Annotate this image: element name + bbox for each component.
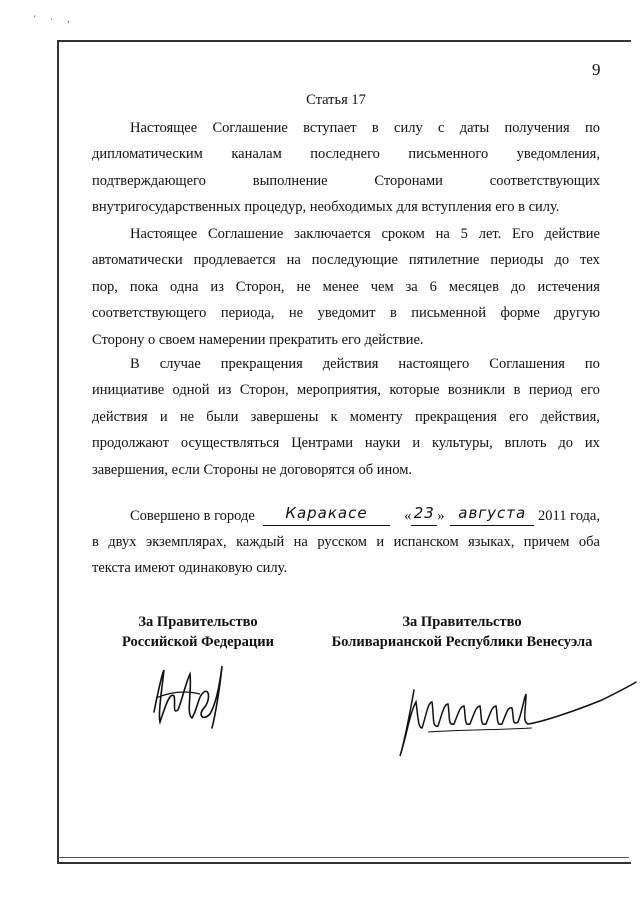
word: другую [554, 305, 600, 322]
word: двух [108, 534, 137, 550]
word: на [293, 534, 308, 550]
paragraph-line [92, 529, 600, 555]
signatory-right-line2: Боливарианской Республики Венесуэла [331, 634, 593, 650]
word: периоды [490, 252, 544, 269]
paragraph-line: текста имеют одинаковую силу. [92, 560, 288, 577]
word: даты [459, 120, 490, 136]
word: настоящего [398, 356, 470, 372]
signing-continuation [92, 529, 600, 582]
word: языках, [468, 534, 515, 550]
word: культуры, [431, 435, 493, 452]
word: не [179, 408, 195, 425]
paragraph-line [92, 351, 600, 377]
word: последующие [311, 252, 398, 269]
word: с [437, 120, 445, 136]
word: к [330, 408, 338, 425]
word: оба [578, 534, 600, 550]
handwritten-month: августа [458, 504, 527, 522]
word: из [217, 382, 232, 399]
word: Настоящее [130, 226, 198, 242]
word: были [206, 408, 239, 425]
word: его [509, 408, 529, 425]
word: в [389, 305, 397, 322]
handwritten-city: Каракасе [285, 504, 368, 522]
paragraph-line [92, 300, 600, 326]
word: 6 [429, 278, 437, 295]
word: до [558, 435, 574, 452]
word: в [371, 120, 379, 136]
word: которые [389, 382, 440, 399]
paragraph-line [92, 168, 600, 194]
word: русском [317, 534, 367, 550]
signatory-right [312, 612, 612, 652]
paragraph-line [92, 377, 600, 403]
word: уведомления, [516, 146, 600, 163]
word: в [92, 534, 99, 550]
word: подтверждающего [92, 172, 206, 189]
word: автоматически [92, 252, 183, 269]
signature-left [140, 652, 230, 742]
word: вплоть [504, 435, 547, 452]
signatory-left [98, 612, 298, 652]
scan-specks: ' · , [34, 14, 76, 24]
word: Сторонами [374, 172, 443, 189]
signatory-left-line2: Российской Федерации [121, 634, 274, 650]
word: сроком [381, 226, 425, 242]
word: прекращения [414, 408, 497, 425]
word: заключается [294, 226, 371, 242]
signature-right [392, 672, 640, 768]
word: действия [92, 408, 148, 425]
month-field [450, 506, 534, 526]
word: Соглашение [212, 120, 288, 136]
word: до [510, 278, 526, 295]
paragraph-1 [92, 115, 600, 221]
word: одна [170, 278, 199, 295]
paragraph-line: внутригосударственных процедур, необходимых для вступления его в силу. [92, 199, 560, 216]
word: каналам [231, 146, 282, 163]
paragraph-line [92, 404, 600, 430]
word: вступает [303, 120, 357, 136]
word: период [528, 382, 573, 399]
handwritten-day: 23 [413, 504, 435, 522]
paragraph-line [92, 115, 600, 141]
word: соответствующих [489, 172, 600, 189]
paragraph-line: Сторону о своем намерении прекратить его действие. [92, 331, 424, 348]
day-field [411, 506, 437, 526]
page-border-bottom-rule [58, 857, 629, 858]
word: Соглашение [207, 226, 284, 242]
quote-open: « [404, 508, 412, 524]
word: из [210, 278, 224, 295]
word: пятилетние [408, 252, 480, 269]
word: причем [523, 534, 570, 550]
word: дипломатическим [92, 146, 203, 163]
word: не [296, 278, 311, 295]
word: последнего [310, 146, 380, 163]
signatory-left-line1: За Правительство [138, 614, 258, 630]
quote-close: » [437, 508, 445, 524]
word: Центрами [291, 435, 354, 452]
word: на [435, 226, 450, 242]
city-field [263, 506, 390, 526]
paragraph-3 [92, 351, 600, 483]
word: чем [370, 278, 394, 295]
word: тех [580, 252, 600, 269]
word: действия [322, 356, 379, 372]
word: и [159, 408, 168, 425]
word: продлевается [193, 252, 276, 269]
page-number: 9 [592, 60, 601, 79]
article-title: Статья 17 [306, 92, 366, 108]
word: в [513, 382, 521, 399]
signing-prefix: Совершено в городе [130, 508, 255, 524]
paragraph-line [92, 274, 600, 300]
word: Сторон, [235, 278, 285, 295]
word: по [584, 120, 600, 136]
word: получения [504, 120, 570, 136]
word: менее [322, 278, 359, 295]
word: науки [364, 435, 401, 452]
word: до [554, 252, 570, 269]
word: Настоящее [130, 120, 198, 136]
year-text: 2011 года, [538, 508, 600, 524]
word: возникли [447, 382, 506, 399]
paragraph-line: завершения, если Стороны не договорятся об ином. [92, 461, 412, 478]
word: лет. [478, 226, 502, 242]
word: по [584, 356, 600, 372]
word: их [584, 435, 600, 452]
word: периода, [220, 305, 275, 322]
signatory-right-line1: За Правительство [402, 614, 522, 630]
word: испанском [393, 534, 459, 550]
paragraph-line [92, 430, 600, 456]
word: выполнение [252, 172, 328, 189]
paragraph-line [92, 247, 600, 273]
word: осуществляться [180, 435, 280, 452]
word: уведомит [317, 305, 376, 322]
word: соответствующего [92, 305, 207, 322]
word: 5 [460, 226, 468, 242]
word: и [412, 435, 421, 452]
word: Соглашения [489, 356, 565, 372]
word: одной [172, 382, 210, 399]
word: действие [544, 226, 600, 242]
word: Его [512, 226, 534, 242]
word: экземплярах, [145, 534, 227, 550]
word: за [405, 278, 418, 295]
word: письменной [411, 305, 487, 322]
word: продолжают [92, 435, 169, 452]
word: каждый [236, 534, 285, 550]
word: В [130, 356, 140, 372]
word: месяцев [448, 278, 499, 295]
word: силу [394, 120, 423, 136]
word: мероприятия, [296, 382, 381, 399]
word: случае [159, 356, 201, 372]
word: завершены [250, 408, 319, 425]
word: истечения [537, 278, 600, 295]
word: письменного [408, 146, 489, 163]
word: пока [129, 278, 159, 295]
word: инициативе [92, 382, 165, 399]
paragraph-line [92, 141, 600, 167]
word: его [580, 382, 600, 399]
paragraph-2 [92, 221, 600, 353]
paragraph-line [92, 221, 600, 247]
word: действия, [540, 408, 600, 425]
word: моменту [349, 408, 403, 425]
word: пор, [92, 278, 118, 295]
word: форме [500, 305, 540, 322]
signing-place-date [92, 506, 600, 526]
word: не [288, 305, 304, 322]
word: и [376, 534, 385, 550]
word: Сторон, [239, 382, 289, 399]
word: прекращения [220, 356, 303, 372]
word: на [286, 252, 301, 269]
